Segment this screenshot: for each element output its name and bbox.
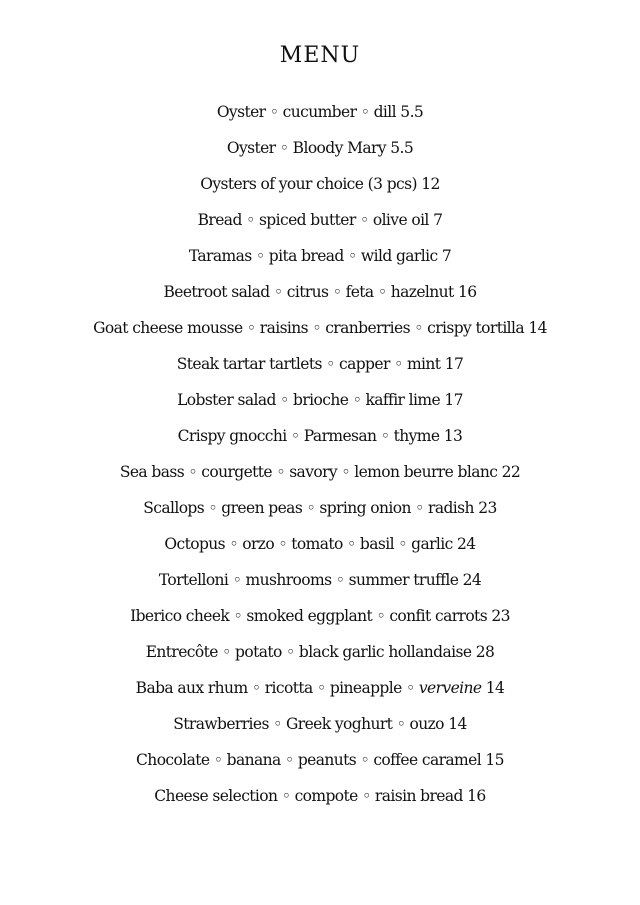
menu-item — [0, 706, 640, 742]
menu-item — [0, 202, 640, 238]
menu-item-text: Chocolate ◦ banana ◦ peanuts ◦ coffee caramel 15 — [136, 751, 504, 769]
menu-item-price: 14 — [481, 679, 505, 697]
menu-item-text: Entrecôte ◦ potato ◦ black garlic hollandaise 28 — [145, 643, 495, 661]
menu-title: MENU — [279, 43, 361, 68]
menu-item-text: Iberico cheek ◦ smoked eggplant ◦ confit carrots 23 — [130, 607, 510, 625]
menu-item — [0, 238, 640, 274]
menu-list — [0, 94, 640, 814]
menu-item — [0, 778, 640, 814]
menu-item-text: Baba aux rhum ◦ ricotta ◦ pineapple ◦ — [135, 679, 419, 697]
menu-item — [0, 310, 640, 346]
menu-item-text: Taramas ◦ pita bread ◦ wild garlic 7 — [188, 247, 452, 265]
menu-item-text: Sea bass ◦ courgette ◦ savory ◦ lemon beurre blanc 22 — [119, 463, 521, 481]
menu-item — [0, 418, 640, 454]
menu-item — [0, 634, 640, 670]
menu-item — [0, 670, 640, 706]
menu-item — [0, 274, 640, 310]
menu-item-text: Oyster ◦ Bloody Mary 5.5 — [226, 139, 414, 157]
menu-item-text: Oyster ◦ cucumber ◦ dill 5.5 — [216, 103, 424, 121]
menu-item-text: Octopus ◦ orzo ◦ tomato ◦ basil ◦ garlic 24 — [164, 535, 476, 553]
menu-item-text: Bread ◦ spiced butter ◦ olive oil 7 — [197, 211, 443, 229]
menu-item — [0, 742, 640, 778]
menu-item — [0, 598, 640, 634]
menu-item-text: Scallops ◦ green peas ◦ spring onion ◦ radish 23 — [143, 499, 497, 517]
menu-item-text: Lobster salad ◦ brioche ◦ kaffir lime 17 — [177, 391, 463, 409]
menu-item — [0, 454, 640, 490]
menu-item-text: Crispy gnocchi ◦ Parmesan ◦ thyme 13 — [177, 427, 463, 445]
menu-item-text: Strawberries ◦ Greek yoghurt ◦ ouzo 14 — [173, 715, 467, 733]
menu-item — [0, 346, 640, 382]
menu-item — [0, 382, 640, 418]
menu-item — [0, 562, 640, 598]
menu-item — [0, 490, 640, 526]
menu-item-italic-text: verveine — [418, 679, 482, 697]
menu-item — [0, 166, 640, 202]
menu-item-text: Cheese selection ◦ compote ◦ raisin bread 16 — [154, 787, 486, 805]
menu-item-text: Tortelloni ◦ mushrooms ◦ summer truffle 24 — [158, 571, 482, 589]
menu-item — [0, 94, 640, 130]
menu-item — [0, 526, 640, 562]
menu-item-text: Goat cheese mousse ◦ raisins ◦ cranberries ◦ crispy tortilla 14 — [93, 319, 547, 337]
menu-item-text: Steak tartar tartlets ◦ capper ◦ mint 17 — [176, 355, 464, 373]
menu-item-text: Beetroot salad ◦ citrus ◦ feta ◦ hazelnut 16 — [163, 283, 477, 301]
menu-item — [0, 130, 640, 166]
menu-item-text: Oysters of your choice (3 pcs) 12 — [200, 175, 440, 193]
